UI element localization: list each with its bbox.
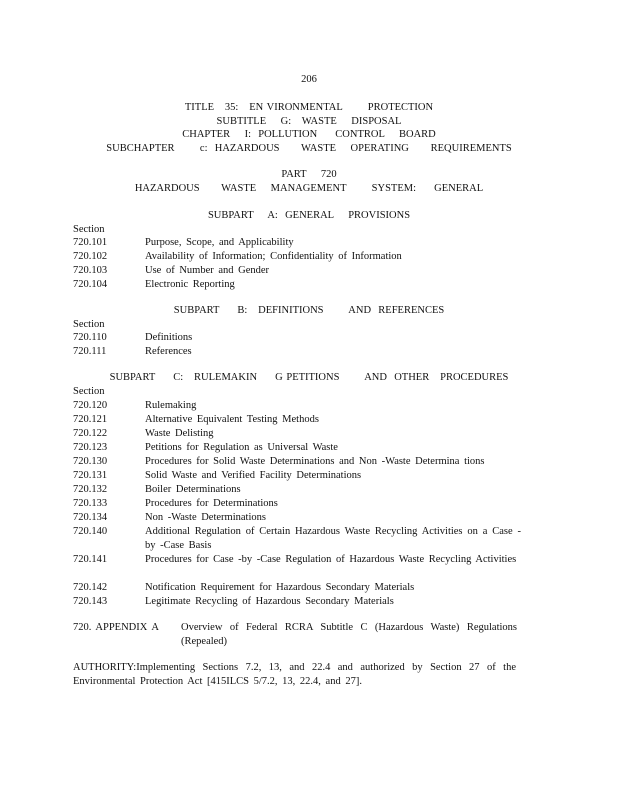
section-number: 720.143 — [73, 596, 108, 607]
section-number: 720.121 — [73, 414, 108, 425]
section-title: Waste Delisting — [145, 428, 214, 439]
section-title: Additional Regulation of Certain Hazardous Waste Recycling Activities on a Case -by -Case Basis — [145, 526, 521, 551]
section-number: 720.133 — [73, 498, 108, 509]
section-label: Section — [73, 386, 105, 397]
section-title: Rulemaking — [145, 400, 197, 411]
section-number: 720.130 — [73, 456, 108, 467]
section-number: 720.141 — [73, 554, 108, 565]
section-title: Purpose, Scope, and Applicability — [145, 237, 294, 248]
subpart-c-heading: SUBPART C: RULEMAKIN G PETITIONS AND OTHER PROCEDURES — [109, 372, 509, 383]
part-number: PART 720 — [281, 169, 337, 180]
subpart-b-heading: SUBPART B: DEFINITIONS AND REFERENCES — [173, 305, 445, 316]
section-label: Section — [73, 224, 105, 235]
section-label: Section — [73, 319, 105, 330]
section-title: Petitions for Regulation as Universal Waste — [145, 442, 338, 453]
page-number: 206 — [301, 74, 317, 85]
section-number: 720.123 — [73, 442, 108, 453]
appendix-label: 720. APPENDIX A — [73, 622, 159, 633]
chapter-line: CHAPTER I: POLLUTION CONTROL BOARD — [182, 129, 436, 140]
section-title: References — [145, 346, 192, 357]
section-title: Notification Requirement for Hazardous Secondary Materials — [145, 582, 415, 593]
subtitle-line: SUBTITLE G: WASTE DISPOSAL — [216, 116, 402, 127]
section-title: Definitions — [145, 332, 193, 343]
section-title: Boiler Determinations — [145, 484, 241, 495]
section-number: 720.103 — [73, 265, 108, 276]
section-title: Alternative Equivalent Testing Methods — [145, 414, 319, 425]
section-title: Procedures for Case -by -Case Regulation of Hazardous Waste Recycling Activities — [145, 554, 517, 565]
section-title: Solid Waste and Verified Facility Determinations — [145, 470, 362, 481]
section-title: Electronic Reporting — [145, 279, 235, 290]
section-number: 720.131 — [73, 470, 108, 481]
section-number: 720.142 — [73, 582, 108, 593]
section-title: Procedures for Determinations — [145, 498, 278, 509]
section-title: Availability of Information; Confidentiality of Information — [145, 251, 402, 262]
section-title: Procedures for Solid Waste Determinations and Non -Waste Determina tions — [145, 456, 485, 467]
section-title: Non -Waste Determinations — [145, 512, 266, 523]
section-title: Legitimate Recycling of Hazardous Secondary Materials — [145, 596, 394, 607]
section-number: 720.101 — [73, 237, 108, 248]
part-name: HAZARDOUS WASTE MANAGEMENT SYSTEM: GENERAL — [134, 183, 484, 194]
subchapter-line: SUBCHAPTER c: HAZARDOUS WASTE OPERATING REQUIREMENTS — [106, 143, 512, 154]
section-number: 720.122 — [73, 428, 108, 439]
section-number: 720.104 — [73, 279, 108, 290]
authority-note: AUTHORITY:Implementing Sections 7.2, 13, and 22.4 and authorized by Section 27 of the Environmental Protection Act [415ILCS 5/7.2, 13, 22.4, and 27]. — [73, 662, 516, 687]
section-number: 720.120 — [73, 400, 108, 411]
section-number: 720.134 — [73, 512, 108, 523]
section-number: 720.111 — [73, 346, 107, 357]
section-number: 720.110 — [73, 332, 107, 343]
subpart-a-heading: SUBPART A: GENERAL PROVISIONS — [207, 210, 411, 221]
section-title: Use of Number and Gender — [145, 265, 270, 276]
section-number: 720.140 — [73, 526, 108, 537]
appendix-text: Overview of Federal RCRA Subtitle C (Hazardous Waste) Regulations (Repealed) — [181, 622, 517, 647]
title-line: TITLE 35: EN VIRONMENTAL PROTECTION — [184, 102, 434, 113]
section-number: 720.132 — [73, 484, 108, 495]
section-number: 720.102 — [73, 251, 108, 262]
